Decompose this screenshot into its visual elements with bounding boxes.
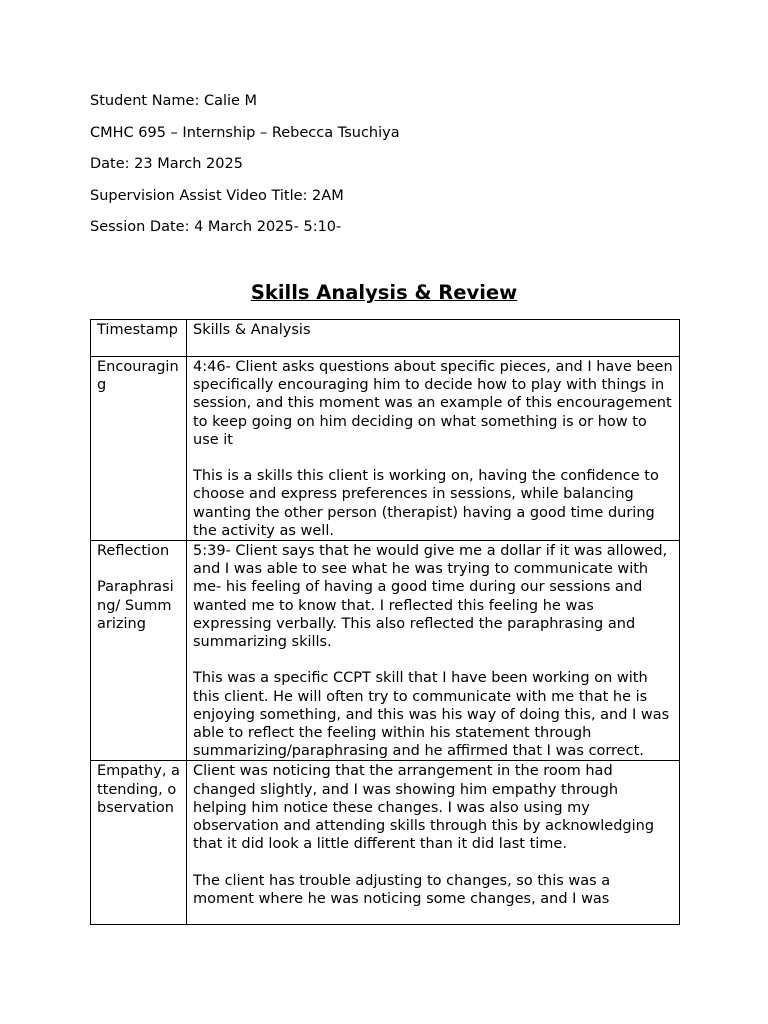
header-block: [90, 92, 690, 250]
row-label: Encouraging: [97, 359, 179, 394]
analysis-paragraph: 4:46- Client asks questions about specific pieces, and I have been specifically encouraging him to decide how to play with things in session, and this moment was an example of this encouragement to keep going on him deciding on what something is or how to use it: [193, 359, 673, 448]
column-header-skills-analysis: Skills & Analysis: [187, 320, 680, 357]
document-title: Skills Analysis & Review: [250, 281, 518, 304]
analysis-paragraph: This was a specific CCPT skill that I have been working on with this client. He will often try to communicate with me that he is enjoying something, and this was his way of doing this, and I was able to reflect the feeling within his statement through summarizing/paraphrasing and he affirmed that I was correct.: [193, 670, 670, 760]
row-analysis-cell: [187, 541, 680, 761]
analysis-paragraph: 5:39- Client says that he would give me a dollar if it was allowed, and I was able to see what he was trying to communicate with me- his feeling of having a good time during our sessions and wanted me to know that. I reflected this feeling he was expressing verbally. This also reflected the paraphrasing and summarizing skills.: [193, 543, 668, 651]
table-row: [91, 357, 680, 541]
column-header-timestamp: Timestamp: [91, 320, 187, 357]
student-name-line: Student Name: Calie M: [90, 93, 258, 109]
session-date-line: Session Date: 4 March 2025- 5:10-: [90, 219, 342, 235]
table-row: [91, 541, 680, 761]
table-header-row: [91, 320, 680, 357]
analysis-paragraph: The client has trouble adjusting to changes, so this was a moment where he was noticing some changes, and I was: [193, 872, 611, 907]
analysis-paragraph: Client was noticing that the arrangement in the room had changed slightly, and I was showing him empathy through helping him notice these changes. I was also using my observation and attending skills through this by acknowledging that it did look a little different than it did last time.: [193, 763, 655, 853]
row-analysis-cell: [187, 761, 680, 925]
row-label: Empathy, attending, observation: [97, 763, 180, 816]
row-label-cell: [91, 357, 187, 541]
course-line: CMHC 695 – Internship – Rebecca Tsuchiya: [90, 124, 400, 141]
row-label: Reflection: [97, 543, 170, 560]
skills-table: [90, 319, 680, 925]
row-label-cell: [91, 541, 187, 761]
row-label-cell: [91, 761, 187, 925]
row-analysis-cell: [187, 357, 680, 541]
date-line: Date: 23 March 2025: [90, 156, 243, 172]
analysis-paragraph: This is a skills this client is working on, having the confidence to choose and express preferences in sessions, while balancing wanting the other person (therapist) having a good time during the activity as well.: [193, 468, 659, 539]
video-title-line: Supervision Assist Video Title: 2AM: [90, 187, 344, 204]
analysis-clip: [193, 762, 673, 924]
table-row: [91, 761, 680, 925]
row-label: Paraphrasing/ Summarizing: [97, 579, 174, 632]
